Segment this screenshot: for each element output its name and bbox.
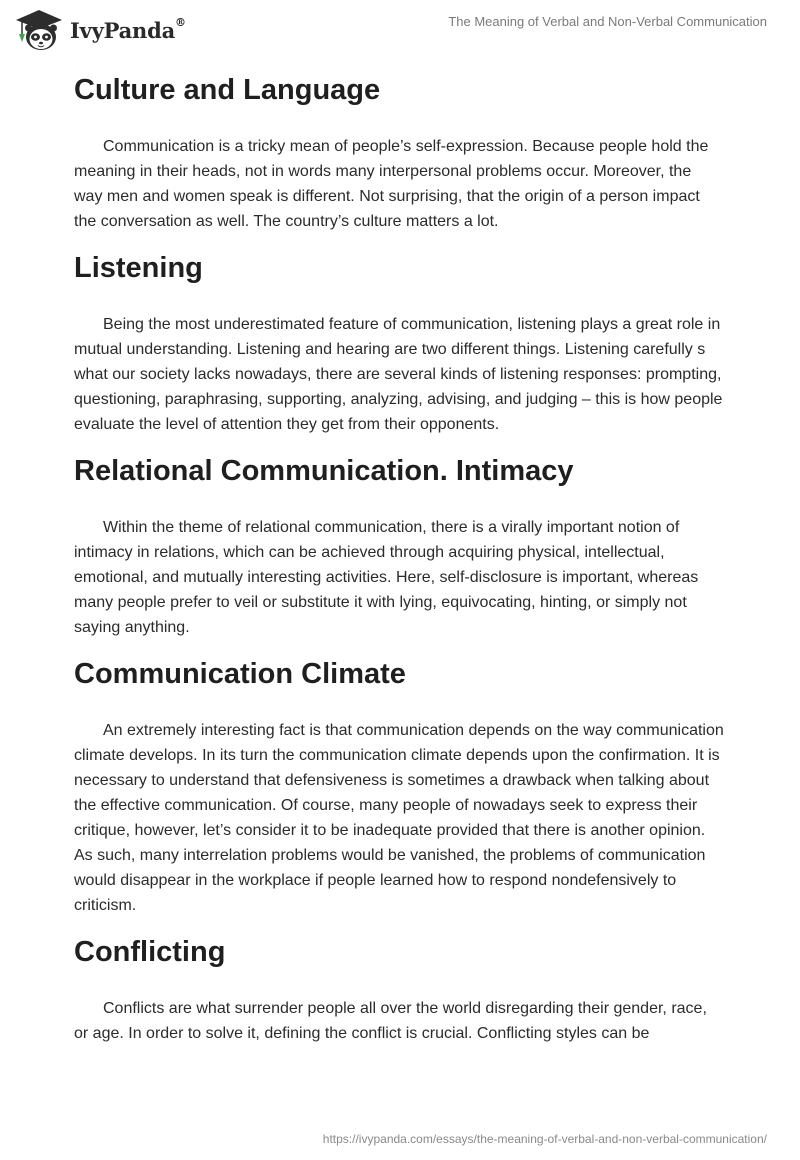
section-paragraph: Within the theme of relational communication, there is a virally important notion of intimacy in relations, which can be achieved through acquiring physical, intellectual, emotional, and mutually interesting activities. Here, self-disclosure is important, whereas many people prefer to veil or substitute it with lying, equivocating, hinting, or simply not saying anything. [74, 519, 699, 636]
page-header [0, 0, 800, 60]
section-listening [74, 248, 724, 437]
section-heading: Conflicting [74, 936, 226, 968]
ivypanda-logo[interactable] [14, 8, 186, 52]
source-url[interactable]: https://ivypanda.com/essays/the-meaning-of-verbal-and-non-verbal-communication/ [322, 1132, 767, 1146]
brand-name: IvyPanda® [70, 15, 186, 43]
panda-graduate-icon [14, 8, 64, 52]
section-paragraph: Being the most underestimated feature of communication, listening plays a great role in mutual understanding. Listening and hearing are two different things. Listening carefully s what our society lacks nowadays, there are several kinds of listening responses: prompting, questioning, paraphrasing, supporting, analyzing, advising, and judging – this is how people evaluate the level of attention they get from their opponents. [74, 316, 723, 433]
section-culture-and-language [74, 70, 724, 234]
section-relational-communication [74, 451, 724, 640]
section-heading: Communication Climate [74, 658, 406, 690]
essay-content [74, 70, 724, 1060]
section-heading: Relational Communication. Intimacy [74, 455, 574, 487]
section-paragraph: Communication is a tricky mean of people’s self-expression. Because people hold the meaning in their heads, not in words many interpersonal problems occur. Moreover, the way men and women speak is different. Not surprising, that the origin of a person impact the conversation as well. The country’s culture matters a lot. [74, 138, 709, 230]
section-paragraph: An extremely interesting fact is that communication depends on the way communication climate develops. In its turn the communication climate depends upon the confirmation. It is necessary to understand that defensiveness is sometimes a drawback when talking about the effective communication. Of course, many people of nowadays seek to express their critique, however, let’s consider it to be inadequate provided that there is another opinion. As such, many interrelation problems would be vanished, the problems of communication would disappear in the workplace if people learned how to respond nondefensively to criticism. [74, 722, 724, 914]
section-heading: Listening [74, 252, 203, 284]
section-conflicting [74, 932, 724, 1046]
document-title: The Meaning of Verbal and Non-Verbal Communication [448, 14, 767, 29]
section-communication-climate [74, 654, 724, 918]
section-heading: Culture and Language [74, 74, 381, 106]
section-paragraph: Conflicts are what surrender people all over the world disregarding their gender, race, or age. In order to solve it, defining the conflict is crucial. Conflicting styles can be [74, 1000, 707, 1042]
